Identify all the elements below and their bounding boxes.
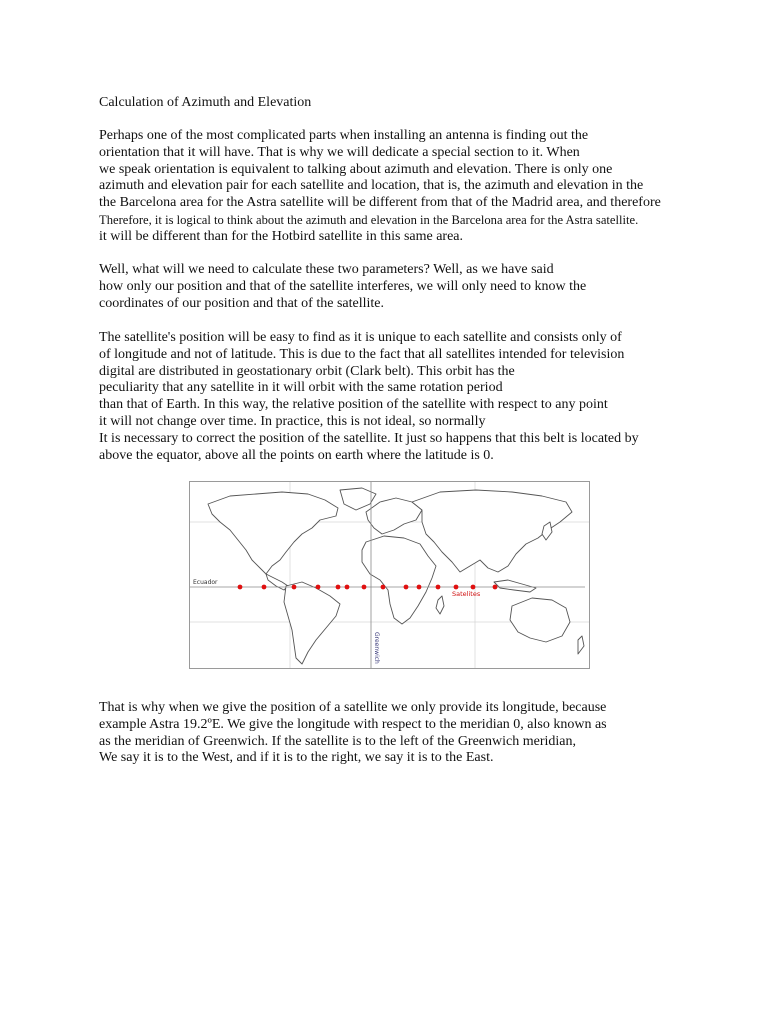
satellite-dot — [404, 585, 409, 590]
world-map — [190, 482, 589, 668]
equator-label: Ecuador — [193, 579, 218, 586]
africa-outline — [362, 536, 436, 624]
paragraph-longitude — [99, 700, 699, 767]
text-line: it will not change over time. In practice, this is not ideal, so normally — [99, 413, 486, 429]
text-line: coordinates of our position and that of the satellite. — [99, 295, 384, 311]
text-line: the Barcelona area for the Astra satellite will be different from that of the Madrid area, and therefore — [99, 195, 661, 211]
australia-outline — [510, 598, 570, 642]
indonesia-outline — [494, 580, 536, 592]
satellite-dot — [262, 585, 267, 590]
text-line: how only our position and that of the satellite interferes, we will only need to know the — [99, 278, 587, 294]
satellite-dot — [362, 585, 367, 590]
satellite-dot — [316, 585, 321, 590]
text-line: above the equator, above all the points on earth where the latitude is 0. — [99, 447, 494, 463]
paragraph-intro — [99, 128, 699, 246]
satellite-dot — [345, 585, 350, 590]
text-line: of longitude and not of latitude. This is due to the fact that all satellites intended for television — [99, 346, 625, 362]
paragraph-satellite-position — [99, 330, 699, 464]
text-line: We say it is to the West, and if it is to the right, we say it is to the East. — [99, 750, 494, 766]
satellite-dot — [493, 585, 498, 590]
text-line: example Astra 19.2ºE. We give the longitude with respect to the meridian 0, also known as — [99, 716, 607, 732]
satellite-dot — [238, 585, 243, 590]
text-line: That is why when we give the position of a satellite we only provide its longitude, because — [99, 700, 607, 715]
satellite-dot — [471, 585, 476, 590]
satellite-dot — [417, 585, 422, 590]
continents — [208, 488, 584, 664]
satellite-dot — [336, 585, 341, 590]
text-line: it will be different than for the Hotbird satellite in this same area. — [99, 228, 464, 244]
new-zealand-outline — [578, 636, 584, 654]
satellite-dot — [381, 585, 386, 590]
satellite-dot — [292, 585, 297, 590]
text-line: we speak orientation is equivalent to talking about azimuth and elevation. There is only one — [99, 161, 613, 177]
satellites-label: Satelites — [452, 590, 481, 598]
text-line: azimuth and elevation pair for each satellite and location, that is, the azimuth and elevation in the — [99, 178, 644, 194]
north-america-outline — [208, 492, 338, 574]
text-line: than that of Earth. In this way, the relative position of the satellite with respect to any point — [99, 397, 608, 413]
text-line: Perhaps one of the most complicated parts when installing an antenna is finding out the — [99, 128, 589, 143]
text-line: It is necessary to correct the position of the satellite. It just so happens that this belt is located by — [99, 430, 639, 446]
text-line: The satellite's position will be easy to find as it is unique to each satellite and consists only of — [99, 330, 622, 345]
satellite-dot — [454, 585, 459, 590]
south-america-outline — [284, 582, 340, 664]
document-title: Calculation of Azimuth and Elevation — [99, 95, 312, 110]
text-line: orientation that it will have. That is why we will dedicate a special section to it. When — [99, 144, 580, 160]
text-line: Therefore, it is logical to think about the azimuth and elevation in the Barcelona area for the Astra satellite. — [99, 212, 639, 227]
greenwich-label: Greenwich — [373, 632, 380, 664]
text-line: as the meridian of Greenwich. If the satellite is to the left of the Greenwich meridian, — [99, 733, 576, 749]
central-america-outline — [266, 574, 288, 590]
madagascar-outline — [436, 596, 444, 614]
paragraph-parameters — [99, 262, 699, 312]
text-line: Well, what will we need to calculate these two parameters? Well, as we have said — [99, 262, 554, 277]
satellite-dot — [436, 585, 441, 590]
text-line: digital are distributed in geostationary orbit (Clark belt). This orbit has the — [99, 363, 515, 379]
text-line: peculiarity that any satellite in it will orbit with the same rotation period — [99, 380, 503, 396]
world-map-figure — [189, 481, 590, 669]
